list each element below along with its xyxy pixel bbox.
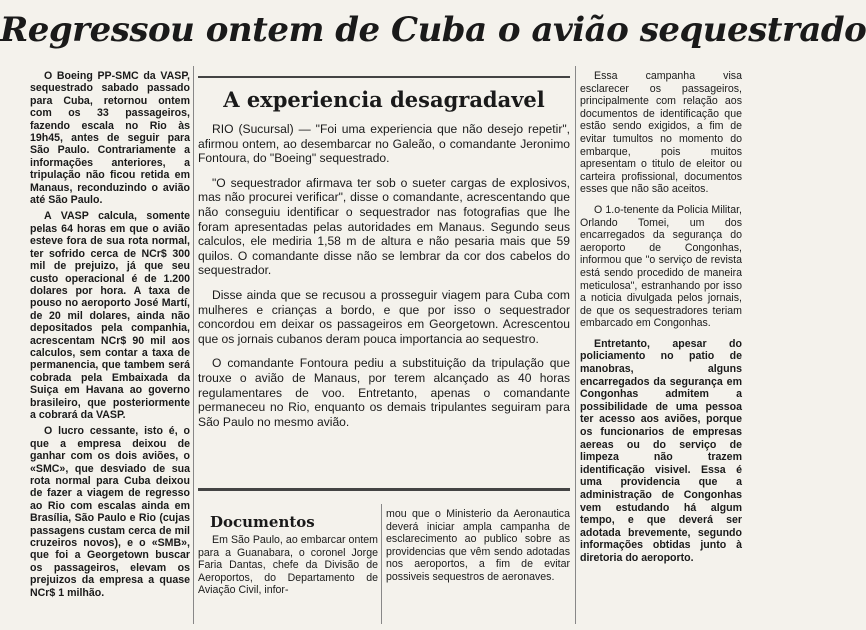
right-paragraph-3: Entretanto, apesar do policiamento no patio de manobras, alguns encarregados da segurança em Congonhas admitem a possibilidade de uma pessoa ter acesso aos aviões, porque os funcionarios de empresas aereas ou do serviço de limpeza não trazem identificação visivel. Essa é uma providencia que a administração de Congonhas vem estudando há algum tempo, e que deverá ser adotada brevemente, segundo informações obtidas junto à diretoria do aeroporto. <box>580 337 742 564</box>
right-paragraph-2: O 1.o-tenente da Policia Militar, Orlando Tomei, um dos encarregados da segurança do aeroporto de Congonhas, informou que "o serviço de revista está sendo procedido de maneira meticulosa", estranhando por isso a noticia divulgada pelos jornais, de que os sequestradores teriam embarcado em Congonhas. <box>580 203 742 330</box>
left-paragraph-3: O lucro cessante, isto é, o que a empresa deixou de ganhar com os dois aviões, o «SMC», que desviado de sua rota normal para Cuba deixou de fazer a viagem de regresso ao Rio com escalas ainda em Brasília, São Paulo e Rio (cujas passagens custam cerca de mil cruzeiros novos), e o «SMB», que foi a Georgetown buscar os passageiros, elevam os prejuizos da empresa a quase NCr$ 1 milhão. <box>30 425 190 599</box>
right-column <box>580 70 742 573</box>
middle-paragraph-2: "O sequestrador afirmava ter sob o sueter cargas de explosivos, mas não procurei verificar", disse o comandante, acrescentando que não conseguiu identificar o sequestrador nas fotografias que lhe foram apresentadas pelas autoridades em Manaus. Segundo seus calculos, ele mediria 1,58 m de altura e não pesaria mais que 59 quilos. O comandante disse não se lembrar da cor dos cabelos do sequestrador. <box>198 175 570 278</box>
column-divider-docs <box>381 504 382 624</box>
documentos-column-1 <box>198 534 378 603</box>
left-paragraph-1: O Boeing PP-SMC da VASP, sequestrado sabado passado para Cuba, retornou ontem com os 33 passageiros, fazendo escala no Rio às 19h45, antes de seguir para São Paulo. Contrariamente a informações anteriores, a tripulação não ficou retida em Manaus, reconduzindo o avião até São Paulo. <box>30 70 190 207</box>
documentos-column-2 <box>386 508 570 589</box>
column-divider-left <box>193 66 194 624</box>
middle-paragraph-3: Disse ainda que se recusou a prosseguir viagem para Cuba com mulheres e crianças a bordo, e que por isso o sequestrador concordou em deixar os passageiros em Georgetown. Acrescentou que os jornais cubanos deram pouca importancia ao sequestro. <box>198 287 570 346</box>
right-paragraph-1: Essa campanha visa esclarecer os passageiros, principalmente com relação aos documentos de identificação que estão sendo exigidos, a fim de evitar tumultos no momento do embarque, pois muitos apresentam o titulo de eleitor ou carteira profissional, documentos esses que não são aceitos. <box>580 70 742 196</box>
documentos-paragraph-2: mou que o Ministerio da Aeronautica deverá iniciar ampla campanha de esclarecimento ao publico sobre as providencias que vêm sendo adotadas nos aeroportos, a fim de evitar possiveis sequestros de aeronaves. <box>386 508 570 583</box>
middle-paragraph-4: O comandante Fontoura pediu a substituição da tripulação que trouxe o avião de Manaus, por terem alcançado as 40 horas regulamentares de voo. Entretanto, apenas o comandante permaneceu no Rio, enquanto os demais tripulantes seguiram para São Paulo no mesmo avião. <box>198 356 570 429</box>
page-headline: Regressou ontem de Cuba o avião sequestrado <box>0 10 866 50</box>
left-column <box>30 70 190 603</box>
middle-paragraph-1: RIO (Sucursal) — "Foi uma experiencia que não desejo repetir", afirmou ontem, ao desembarcar no Galeão, o comandante Jeronimo Fontoura, do "Boeing" sequestrado. <box>198 122 570 166</box>
middle-column <box>198 122 570 439</box>
left-paragraph-2: A VASP calcula, somente pelas 64 horas em que o avião esteve fora de sua rota normal, ter sofrido cerca de NCr$ 300 mil de prejuizo, já que seu custo operacional é de 1.200 dolares por hora. A taxa de pouso no aeroporto José Martí, de 20 mil dolares, ainda não depositados pela companhia, acrescentam NCr$ 90 mil aos calculos, sem contar a taxa de permanencia, que tambem será cobrada pela Embaixada da Suiça em Havana ao governo brasileiro, que posteriormente a cobrará da VASP. <box>30 210 190 421</box>
documentos-heading: Documentos <box>210 513 315 531</box>
section-divider-rule <box>198 488 570 491</box>
column-divider-right <box>575 66 576 624</box>
article-subhead: A experiencia desagradavel <box>223 87 545 112</box>
subhead-top-rule <box>198 76 570 78</box>
documentos-paragraph-1: Em São Paulo, ao embarcar ontem para a Guanabara, o coronel Jorge Faria Dantas, chefe da Divisão de Aeroportos, do Departamento de Aviação Civil, infor- <box>198 534 378 596</box>
